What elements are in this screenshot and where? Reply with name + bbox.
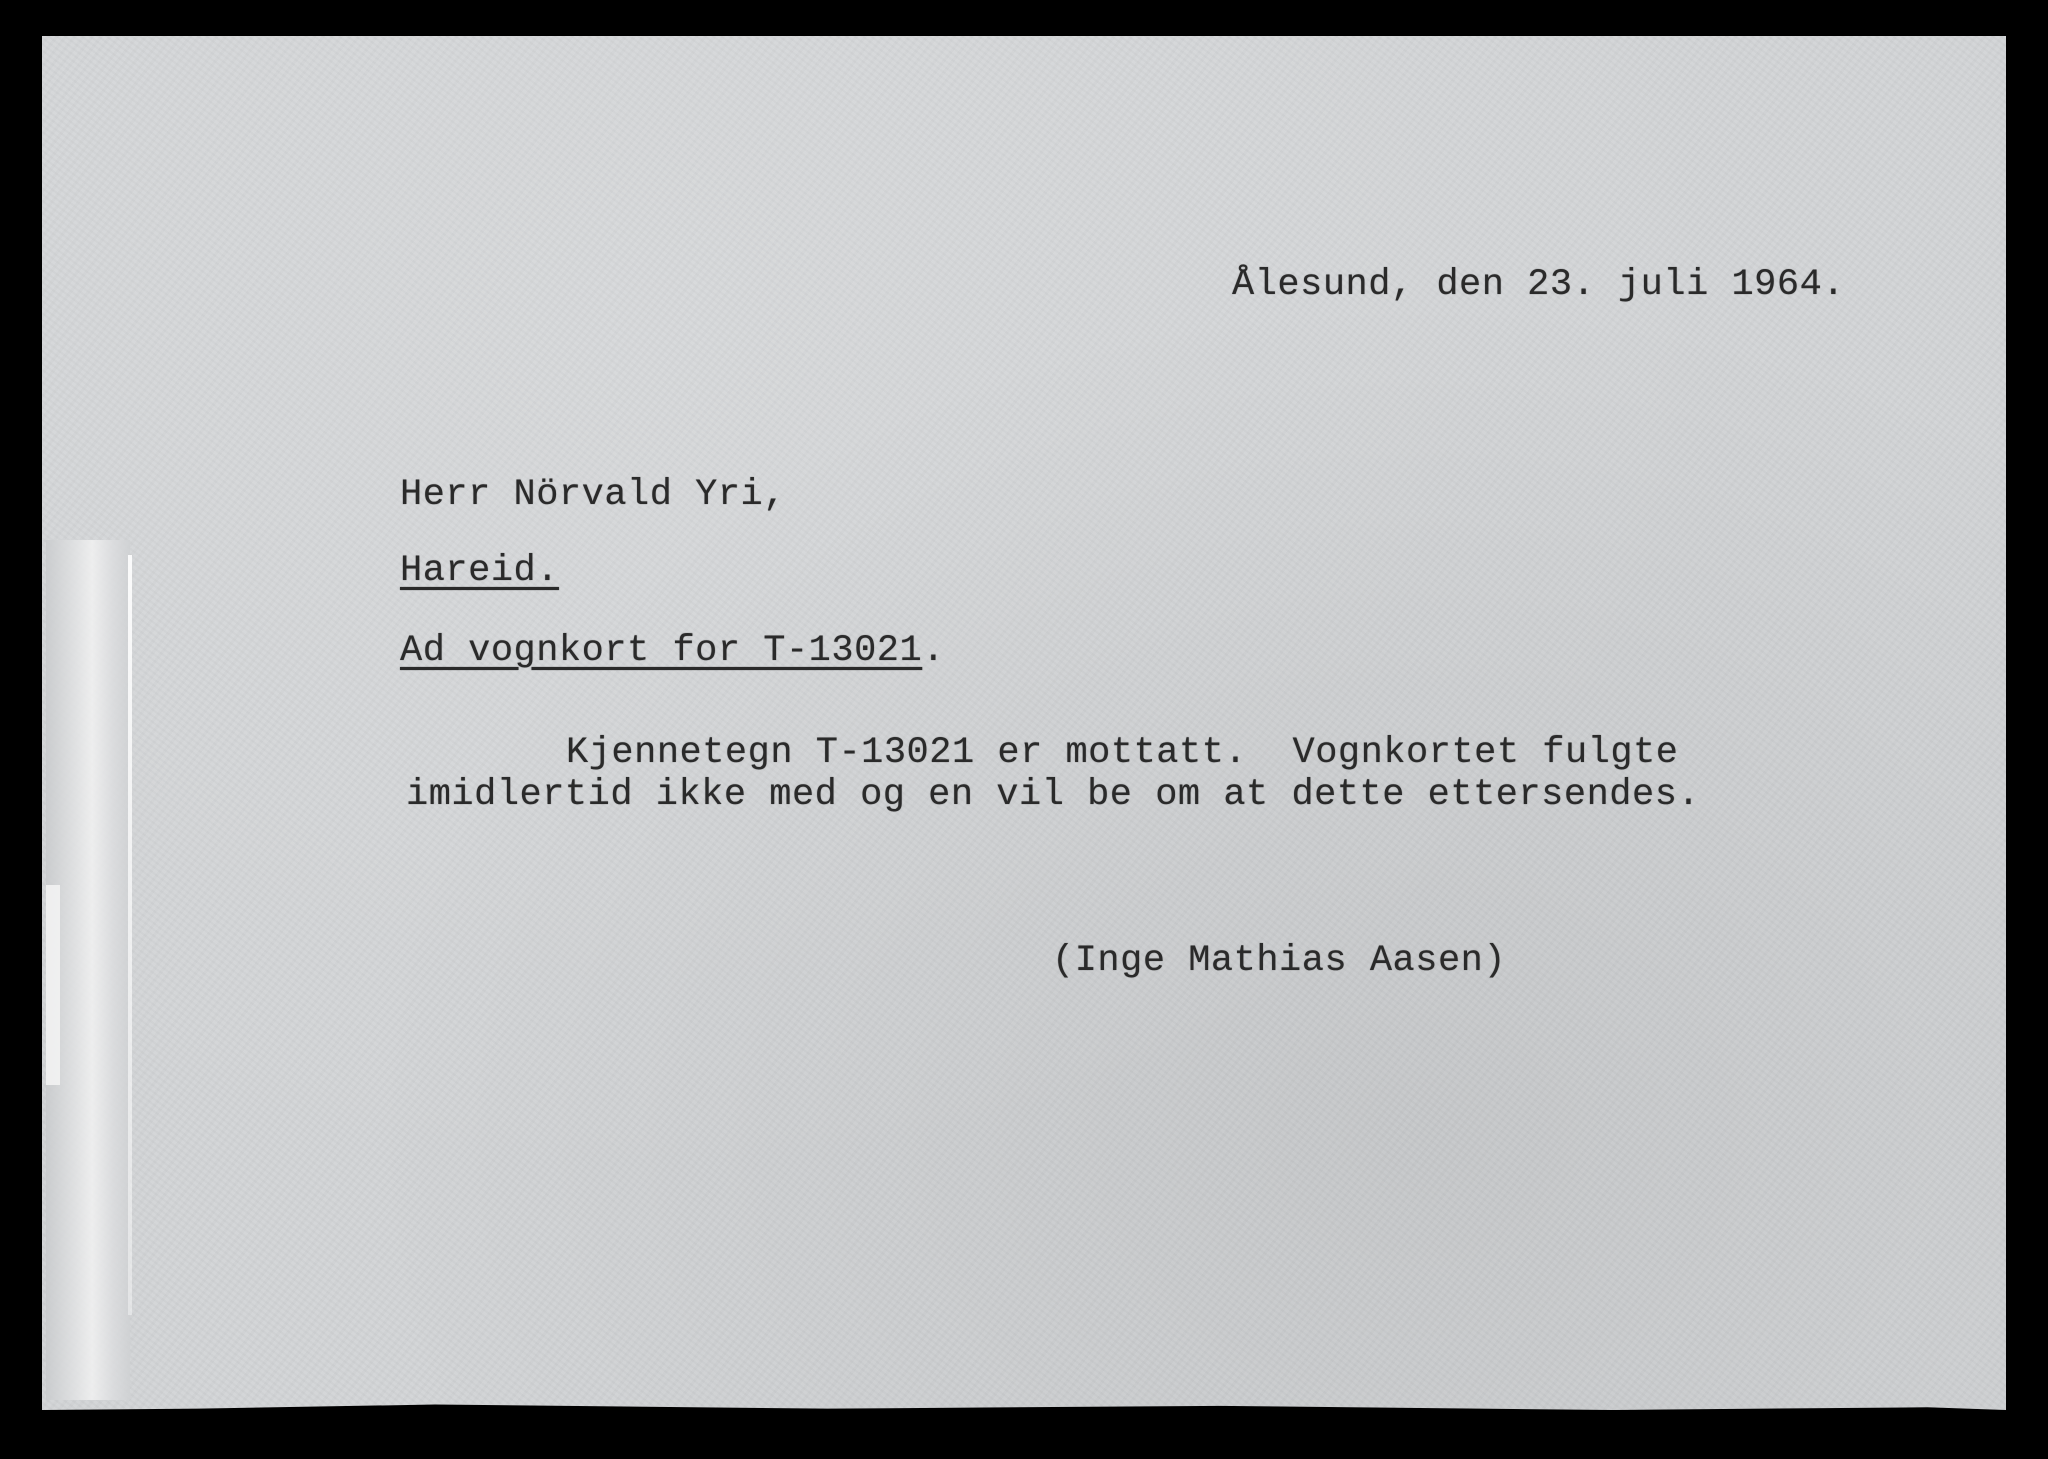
subject-end: . [922,630,945,672]
letter-page [42,36,2006,1410]
signature-line: (Inge Mathias Aasen) [1052,940,1507,982]
recipient-place: Hareid. [400,550,559,592]
paper-edge-highlight [46,885,60,1085]
body-line-2: imidlertid ikke med og en vil be om at dette ettersendes. [406,774,1701,816]
recipient-name: Herr Nörvald Yri, [400,474,786,516]
body-line-1: Kjennetegn T-13021 er mottatt. Vognkortet fulgte [566,732,1679,774]
subject-text: Ad vognkort for T-13021 [400,630,923,672]
letter-subject [400,628,945,674]
letter-date-line: Ålesund, den 23. juli 1964. [1232,264,1845,306]
paper-fold-line [128,555,132,1315]
